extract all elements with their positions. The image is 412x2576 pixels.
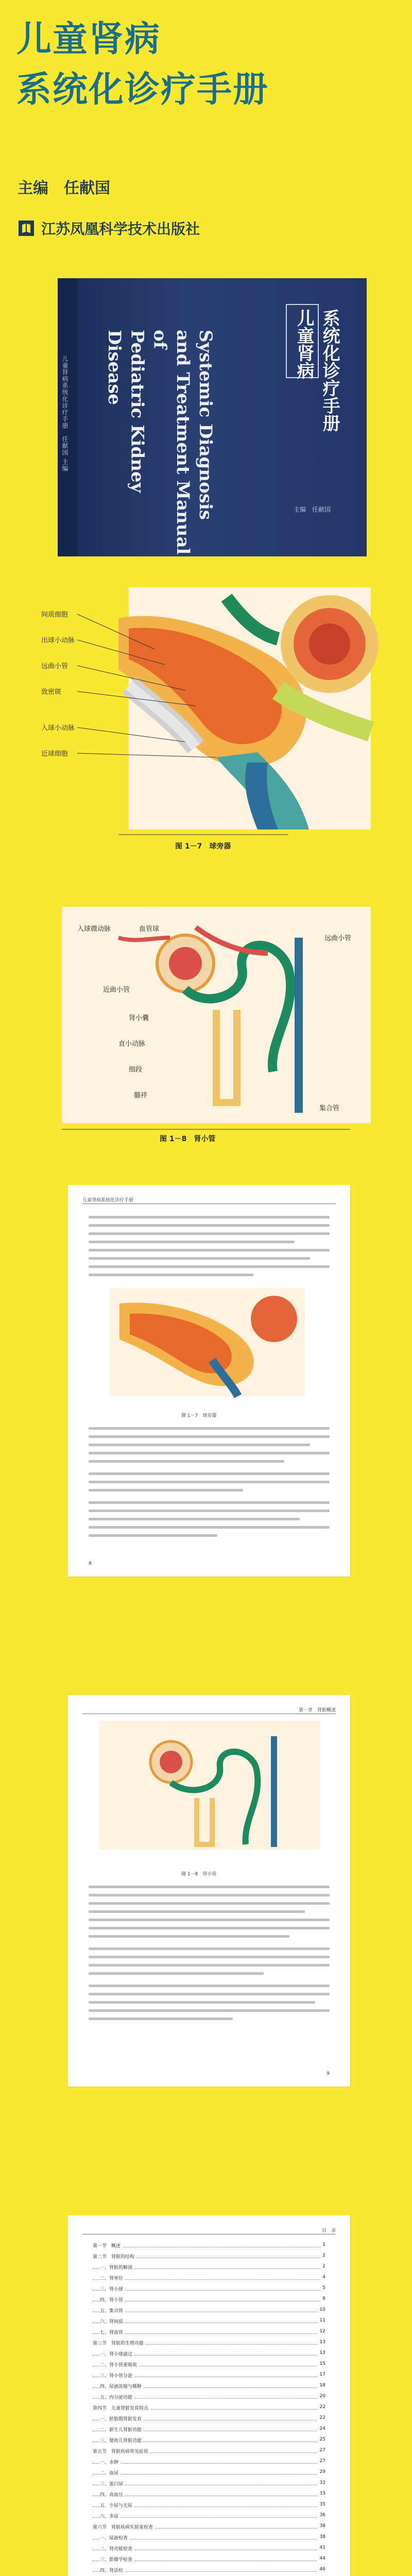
toc-row	[93, 2469, 325, 2477]
toc-entry-page: 31	[318, 2480, 325, 2485]
toc-entry-page: 12	[318, 2329, 325, 2334]
toc-entry-page: 38	[318, 2534, 325, 2539]
toc-row	[93, 2394, 325, 2401]
toc-entry-title: 一、胚胎期肾脏发育	[100, 2415, 144, 2422]
toc-entry-page: 24	[318, 2426, 325, 2431]
toc-row	[93, 2502, 325, 2509]
toc-entry-title: 第六节 肾脏疾病实验室检查	[93, 2523, 155, 2530]
toc-entry-page: 18	[318, 2383, 325, 2388]
fig1-label-5: 近球细胞	[41, 750, 68, 758]
toc-row	[93, 2329, 325, 2336]
cover-editor: 主编 任献国	[294, 506, 331, 513]
header-section	[0, 0, 412, 268]
sample-page-2	[68, 1695, 350, 2087]
toc-entry-page: 35	[318, 2502, 325, 2507]
toc-entry-title: 六、多尿	[100, 2513, 121, 2519]
book-cover-image	[58, 278, 367, 556]
fig1-label-0: 间质细胞	[41, 611, 68, 619]
toc-entry-page: 11	[318, 2318, 325, 2323]
toc-entry-title: 一、肾脏的解剖	[100, 2264, 134, 2270]
toc-entry-page: 10	[318, 2307, 325, 2312]
toc-row	[93, 2437, 325, 2444]
toc-row	[93, 2318, 325, 2325]
toc-row	[93, 2383, 325, 2390]
fig1-caption: 图 1－7 球旁器	[175, 842, 231, 851]
toc-entry-page: 20	[318, 2394, 325, 2399]
toc-row	[93, 2567, 325, 2574]
toc-entry-title: 第三节 肾脏的生理功能	[93, 2340, 146, 2346]
toc-entry-title: 七、肾血管	[100, 2329, 125, 2335]
toc-row	[93, 2448, 325, 2455]
toc-entry-title: 一、肾小球滤过	[100, 2350, 134, 2357]
toc-row	[93, 2404, 325, 2412]
cover-chinese-title-2: 系统化诊疗手册	[319, 309, 340, 432]
renal-tubule-illustration	[0, 907, 412, 1149]
toc-entry-title: 四、尿液浓缩与稀释	[100, 2383, 144, 2389]
toc-row	[93, 2242, 325, 2249]
toc-entry-title: 三、影像学检查	[100, 2556, 134, 2563]
toc-row	[93, 2545, 325, 2552]
toc-row	[93, 2361, 325, 2368]
toc-row	[93, 2285, 325, 2293]
toc-entry-page: 41	[318, 2545, 325, 2550]
toc-row	[93, 2415, 325, 2422]
toc-entry-page: 44	[318, 2556, 325, 2561]
toc-row	[93, 2523, 325, 2531]
toc-entry-page: 22	[318, 2415, 325, 2420]
toc-entry-title: 五、内分泌功能	[100, 2394, 134, 2400]
toc-entry-title: 二、血尿	[100, 2469, 121, 2476]
toc-entry-page: 36	[318, 2513, 325, 2518]
toc-entry-title: 四、肾小管	[100, 2296, 125, 2303]
page2-figure	[68, 1721, 350, 1865]
toc-row	[93, 2556, 325, 2563]
toc-entry-title: 第五节 肾脏疾病常见症状	[93, 2448, 150, 2454]
toc-entry-page: 27	[318, 2448, 325, 2453]
fig2-label-7: 髓袢	[134, 1092, 148, 1099]
fig2-label-1: 血管球	[139, 925, 160, 933]
fig2-caption: 图 1－8 肾小管	[160, 1135, 216, 1143]
toc-entry-title: 四、高血压	[100, 2491, 125, 2498]
book-title-line1: 儿童肾病	[16, 19, 161, 60]
page1-caption: 图 1－7 球旁器	[181, 1413, 217, 1418]
fig2-label-2: 远曲小管	[324, 935, 352, 942]
toc-page-1	[68, 2215, 350, 2576]
toc-row	[93, 2264, 325, 2271]
fig1-label-3: 致密斑	[41, 688, 62, 696]
publisher-logo-icon	[18, 219, 35, 237]
toc-entry-title: 二、新生儿肾脏功能	[100, 2426, 144, 2433]
toc-entry-title: 三、婴幼儿肾脏功能	[100, 2437, 144, 2444]
toc-row	[93, 2534, 325, 2541]
toc-entry-page: 15	[318, 2361, 325, 2366]
figure-renal-tubule	[0, 907, 412, 1149]
toc-entry-page: 8	[320, 2296, 325, 2301]
fig1-label-2: 远曲小管	[41, 663, 68, 670]
toc-entry-title: 第二节 肾脏的结构	[93, 2253, 136, 2260]
page1-figure	[68, 1283, 350, 1406]
toc-row	[93, 2480, 325, 2487]
fig2-label-3: 近曲小管	[103, 986, 130, 994]
toc-row	[93, 2307, 325, 2314]
toc-entry-title: 五、少尿与无尿	[100, 2502, 134, 2509]
fig2-label-8: 集合管	[319, 1105, 340, 1112]
toc-entry-page: 1	[320, 2242, 325, 2247]
page2-caption: 图 1－8 肾小管	[181, 1872, 217, 1877]
toc-row	[93, 2253, 325, 2260]
toc-row	[93, 2340, 325, 2347]
toc-entry-title: 一、尿液检查	[100, 2534, 130, 2541]
toc-entry-page: 5	[320, 2285, 325, 2291]
toc-entry-page: 2	[320, 2253, 325, 2258]
toc-entry-title: 二、肾小管重吸收	[100, 2361, 139, 2368]
cover-english-title: Systemic Diagnosis and Treatment Manual of Pediatric Kidney Disease	[104, 330, 216, 555]
sample-page-1	[68, 1185, 350, 1577]
toc-entry-title: 四、肾活检	[100, 2567, 125, 2573]
toc-entry-title: 三、蛋白尿	[100, 2480, 125, 2487]
fig2-label-6: 细段	[129, 1066, 143, 1074]
toc-entry-page: 22	[318, 2404, 325, 2410]
toc-row	[93, 2491, 325, 2498]
figure-juxtaglomerular	[0, 587, 412, 866]
toc-entry-page: 46	[318, 2567, 325, 2572]
book-title-line2: 系统化诊疗手册	[16, 69, 269, 110]
editor-credit: 主编 任献国	[18, 179, 110, 197]
cover-chinese-title-1: 儿童肾病	[294, 309, 315, 379]
toc-row	[93, 2426, 325, 2433]
toc-entry-page: 4	[320, 2275, 325, 2280]
toc-entry-page: 25	[318, 2437, 325, 2442]
toc-entry-title: 一、水肿	[100, 2459, 121, 2465]
fig1-label-4: 入球小动脉	[41, 724, 75, 732]
toc-entry-page: 38	[318, 2523, 325, 2529]
toc-entry-title: 六、肾间质	[100, 2318, 125, 2325]
book-spine	[58, 278, 77, 556]
toc-entry-page: 29	[318, 2469, 325, 2475]
fig1-label-1: 出球小动脉	[41, 637, 75, 645]
page2-number: 9	[327, 2071, 330, 2076]
toc-entry-title: 二、肾功能检查	[100, 2545, 134, 2552]
toc-entry-page: 17	[318, 2372, 325, 2377]
toc-row	[93, 2296, 325, 2303]
toc-entry-page: 13	[318, 2340, 325, 2345]
toc-entry-title: 二、肾单位	[100, 2275, 125, 2281]
toc-entry-page: 13	[318, 2350, 325, 2355]
publisher-name: 江苏凤凰科学技术出版社	[41, 221, 200, 238]
fig2-label-4: 肾小囊	[129, 1014, 149, 1022]
spine-text: 儿童肾病系统化诊疗手册 任献国 主编	[61, 355, 68, 472]
toc-entry-title: 五、集合管	[100, 2307, 125, 2314]
page1-header: 儿童肾病系统化诊疗手册	[82, 1196, 336, 1204]
page1-number: 8	[89, 1561, 92, 1566]
toc-entry-title: 三、肾小球	[100, 2285, 125, 2292]
toc-row	[93, 2372, 325, 2379]
toc1-header: 目 录	[82, 2227, 336, 2234]
toc-entry-page: 2	[320, 2264, 325, 2269]
book-front-cover	[77, 278, 367, 556]
toc-entry-page: 27	[318, 2459, 325, 2464]
toc-entry-page: 33	[318, 2491, 325, 2496]
toc-row	[93, 2275, 325, 2282]
page2-header: 第一章 肾脏概述	[82, 1706, 336, 1714]
toc-entry-title: 第四节 儿童肾脏发育特点	[93, 2404, 150, 2411]
toc-entry-title: 三、肾小管分泌	[100, 2372, 134, 2379]
toc-row	[93, 2459, 325, 2466]
toc-row	[93, 2350, 325, 2358]
fig2-label-0: 入球微动脉	[77, 925, 111, 933]
toc-row	[93, 2513, 325, 2520]
publisher	[18, 218, 200, 239]
toc-entry-title: 第一节 概述	[93, 2242, 123, 2249]
fig2-label-5: 直小动脉	[118, 1040, 146, 1048]
